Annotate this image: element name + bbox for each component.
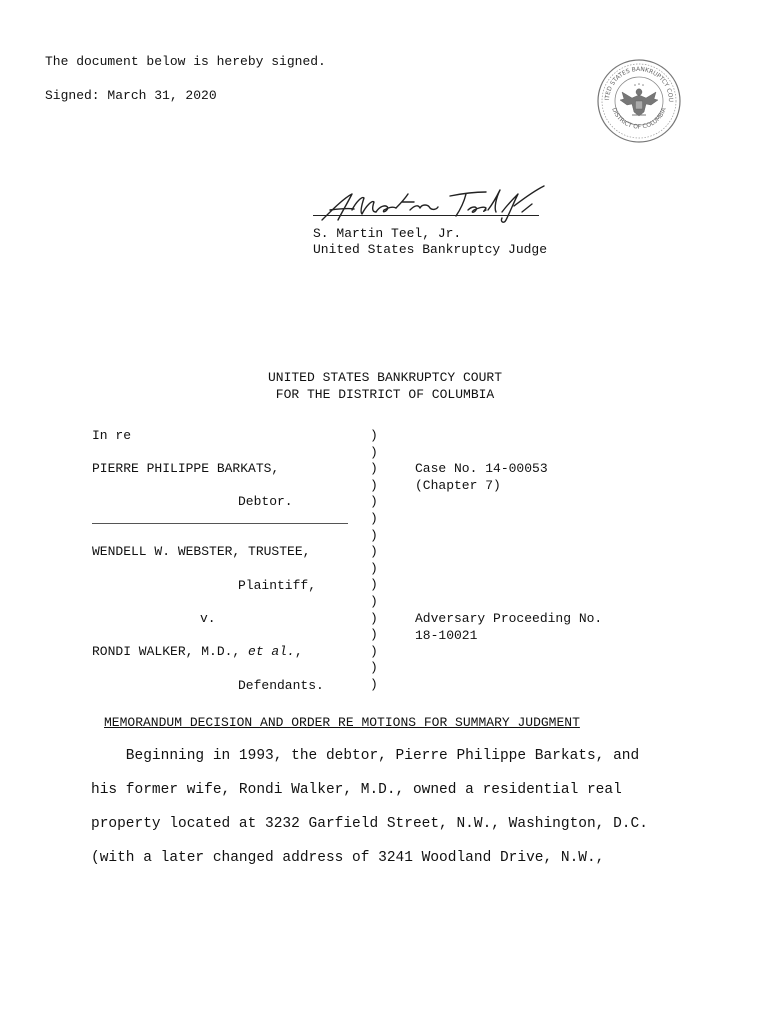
caption-debtor-name: PIERRE PHILIPPE BARKATS, [92,461,280,476]
court-name: UNITED STATES BANKRUPTCY COURT [267,370,503,385]
body-line: his former wife, Rondi Walker, M.D., owned a residential real [91,782,622,798]
signature-line [313,215,539,216]
body-line: (with a later changed address of 3241 Woodland Drive, N.W., [91,850,605,866]
seal-bottom-text: DISTRICT OF COLUMBIA [610,106,668,131]
paren: ) [370,577,378,593]
paren: ) [370,494,378,510]
seal-top-text: ITED STATES BANKRUPTCY COU [603,65,675,103]
paren: ) [370,643,378,659]
caption-plaintiff-name: WENDELL W. WEBSTER, TRUSTEE, [92,544,311,559]
paren: ) [370,511,378,526]
body-line: Beginning in 1993, the debtor, Pierre Philippe Barkats, and [91,748,640,764]
court-district: FOR THE DISTRICT OF COLUMBIA [275,387,495,402]
caption-debtor-label: Debtor. [238,494,293,509]
paren: ) [370,544,378,560]
signed-date: Signed: March 31, 2020 [45,88,217,103]
paren: ) [370,527,378,543]
document-title: MEMORANDUM DECISION AND ORDER RE MOTIONS FOR SUMMARY JUDGMENT [104,715,580,730]
case-chapter: (Chapter 7) [415,478,501,493]
paren: ) [370,610,378,626]
caption-in-re: In re [92,428,132,443]
body-line: property located at 3232 Garfield Street, N.W., Washington, D.C. [91,816,648,832]
paren: ) [370,627,378,643]
signer-name: S. Martin Teel, Jr. [313,226,462,241]
caption-plaintiff-label: Plaintiff, [238,578,317,593]
paren: ) [370,677,378,692]
court-seal-icon [596,58,682,144]
signed-notice: The document below is hereby signed. [45,54,326,69]
adversary-label: Adversary Proceeding No. [415,611,603,626]
paren: ) [370,461,378,477]
caption-versus: v. [200,611,216,626]
caption-divider [92,523,348,524]
defendant-name-text: RONDI WALKER, M.D., [92,644,249,659]
paren: ) [370,594,378,609]
defendant-name-end: , [294,644,303,659]
paren: ) [370,444,378,460]
paren: ) [370,560,378,576]
judge-signature [318,182,550,226]
adversary-number: 18-10021 [415,628,478,643]
case-number: Case No. 14-00053 [415,461,548,476]
defendant-etal: et al. [248,644,295,659]
paren: ) [370,660,378,676]
caption-defendant-label: Defendants. [238,678,324,693]
paren: ) [370,428,378,443]
caption-defendant-name [92,644,303,661]
paren: ) [370,477,378,493]
signer-title: United States Bankruptcy Judge [313,242,548,257]
